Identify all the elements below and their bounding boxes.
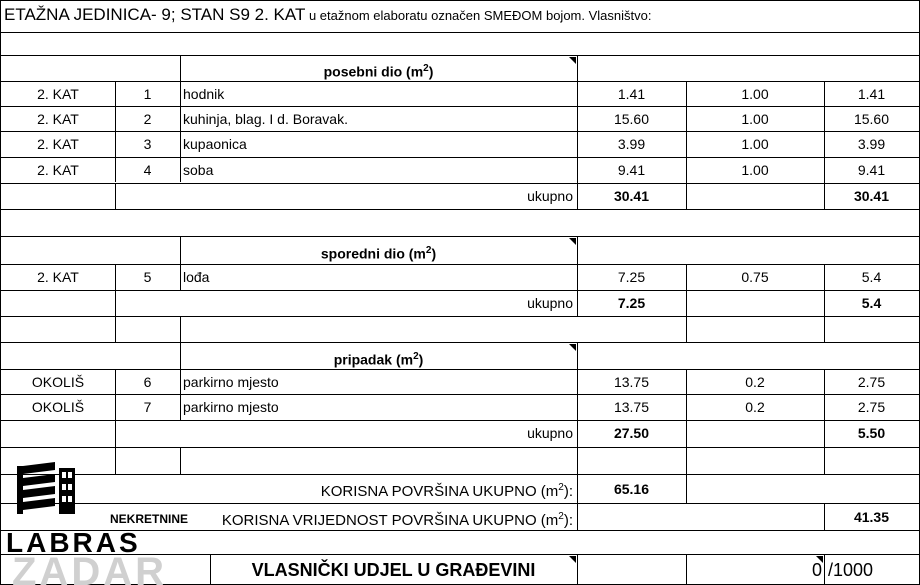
value-cell: 2.75	[857, 374, 886, 390]
coefficient-cell: 1.00	[741, 136, 769, 152]
area-cell: 3.99	[617, 136, 646, 152]
vrijednost-label-text: KORISNA VRIJEDNOST POVRŠINA UKUPNO (m	[221, 512, 559, 529]
coefficient-cell: 0.2	[745, 399, 765, 415]
area-cell: 15.60	[613, 111, 650, 127]
grid-line	[1, 342, 919, 343]
floor-cell: 2. KAT	[37, 269, 79, 285]
unit-title-tail: u etažnom elaboratu označen SMEĐOM bojom. Vlasništvo:	[305, 8, 652, 23]
grid-line	[115, 316, 116, 342]
coefficient-cell: 0.2	[745, 374, 765, 390]
room-name-cell: soba	[183, 162, 214, 178]
grid-line	[1, 447, 919, 448]
value-cell: 3.99	[857, 136, 886, 152]
number-cell: 3	[143, 136, 152, 152]
grid-line	[824, 316, 825, 342]
floor-cell: OKOLIŠ	[31, 374, 85, 390]
value-cell: 2.75	[857, 399, 886, 415]
room-name-cell: parkirno mjesto	[183, 374, 279, 390]
korisna-vrijednost-label	[180, 505, 573, 533]
value-cell: 9.41	[857, 162, 886, 178]
total-value-cell: 5.50	[857, 425, 886, 441]
grid-line	[1, 209, 919, 210]
number-cell: 7	[143, 399, 152, 415]
grid-line	[180, 316, 181, 342]
value-cell: 15.60	[853, 111, 890, 127]
coefficient-cell: 1.00	[741, 86, 769, 102]
total-value-cell: 5.4	[861, 295, 882, 311]
korisna-povrsina-label	[180, 476, 573, 504]
vrijednost-label-close: ):	[563, 512, 573, 529]
floor-cell: OKOLIŠ	[31, 399, 85, 415]
total-label: ukupno	[527, 188, 573, 204]
posebni-header-text: posebni dio (m	[323, 63, 424, 80]
grid-line	[577, 554, 578, 585]
grid-line	[1, 55, 919, 56]
sporedni-header-text: sporedni dio (m	[320, 245, 426, 262]
logo-word-zadar: ZADAR	[12, 552, 167, 585]
total-label: ukupno	[527, 295, 573, 311]
sporedni-header	[180, 239, 577, 266]
korisna-label-close: ):	[563, 483, 573, 500]
unit-title-main: ETAŽNA JEDINICA- 9; STAN S9 2. KAT	[4, 5, 306, 24]
room-name-cell: parkirno mjesto	[183, 399, 279, 415]
grid-line	[115, 447, 116, 474]
grid-line	[1, 474, 919, 475]
vlasnicki-udjel-label: VLASNIČKI UDJEL U GRAĐEVINI	[251, 560, 536, 580]
header-close: )	[418, 351, 424, 368]
grid-line	[686, 316, 687, 342]
room-name-cell: kuhinja, blag. I d. Boravak.	[183, 111, 348, 127]
coefficient-cell: 1.00	[741, 162, 769, 178]
total-value-cell: 30.41	[853, 188, 890, 204]
korisna-povrsina-value: 65.16	[613, 481, 650, 497]
grid-line	[824, 554, 825, 585]
pripadak-header	[180, 345, 577, 372]
number-cell: 6	[143, 374, 152, 390]
udjel-denominator: /1000	[828, 560, 874, 580]
logo-word-labras: LABRAS	[6, 527, 141, 558]
total-label: ukupno	[527, 425, 573, 441]
coefficient-cell: 1.00	[741, 111, 769, 127]
total-area-cell: 7.25	[617, 295, 646, 311]
grid-line	[686, 447, 687, 503]
room-name-cell: kupaonica	[183, 136, 247, 152]
area-cell: 13.75	[613, 399, 650, 415]
grid-line	[824, 447, 825, 474]
room-name-cell: lođa	[183, 269, 210, 285]
area-cell: 1.41	[617, 86, 646, 102]
total-area-cell: 27.50	[613, 425, 650, 441]
area-cell: 9.41	[617, 162, 646, 178]
header-close: )	[428, 63, 434, 80]
number-cell: 4	[143, 162, 152, 178]
area-cell: 7.25	[617, 269, 646, 285]
udjel-numerator: 0	[811, 560, 822, 580]
korisna-label-text: KORISNA POVRŠINA UKUPNO (m	[320, 483, 559, 500]
grid-line	[180, 447, 181, 474]
unit-superscript: 2	[558, 482, 564, 493]
unit-superscript: 2	[558, 511, 564, 522]
pripadak-header-text: pripadak (m	[333, 351, 414, 368]
posebni-header	[180, 57, 577, 84]
grid-line	[1, 236, 919, 237]
grid-line	[1, 316, 919, 317]
floor-cell: 2. KAT	[37, 111, 79, 127]
header-close: )	[431, 245, 437, 262]
korisna-vrijednost-value: 41.35	[853, 509, 890, 525]
unit-superscript: 2	[425, 245, 432, 256]
building-logo-icon	[15, 462, 79, 518]
grid-line	[1, 32, 919, 33]
number-cell: 5	[143, 269, 152, 285]
floor-cell: 2. KAT	[37, 136, 79, 152]
area-cell: 13.75	[613, 374, 650, 390]
room-name-cell: hodnik	[183, 86, 225, 102]
unit-superscript: 2	[413, 351, 419, 362]
coefficient-cell: 0.75	[741, 269, 769, 285]
value-cell: 5.4	[861, 269, 882, 285]
logo-word-nekretnine: NEKRETNINE	[110, 512, 189, 526]
floor-cell: 2. KAT	[37, 86, 79, 102]
number-cell: 2	[143, 111, 152, 127]
unit-title	[4, 4, 651, 27]
floor-cell: 2. KAT	[37, 162, 79, 178]
number-cell: 1	[143, 86, 152, 102]
total-area-cell: 30.41	[613, 188, 650, 204]
value-cell: 1.41	[857, 86, 886, 102]
unit-superscript: 2	[423, 63, 429, 74]
